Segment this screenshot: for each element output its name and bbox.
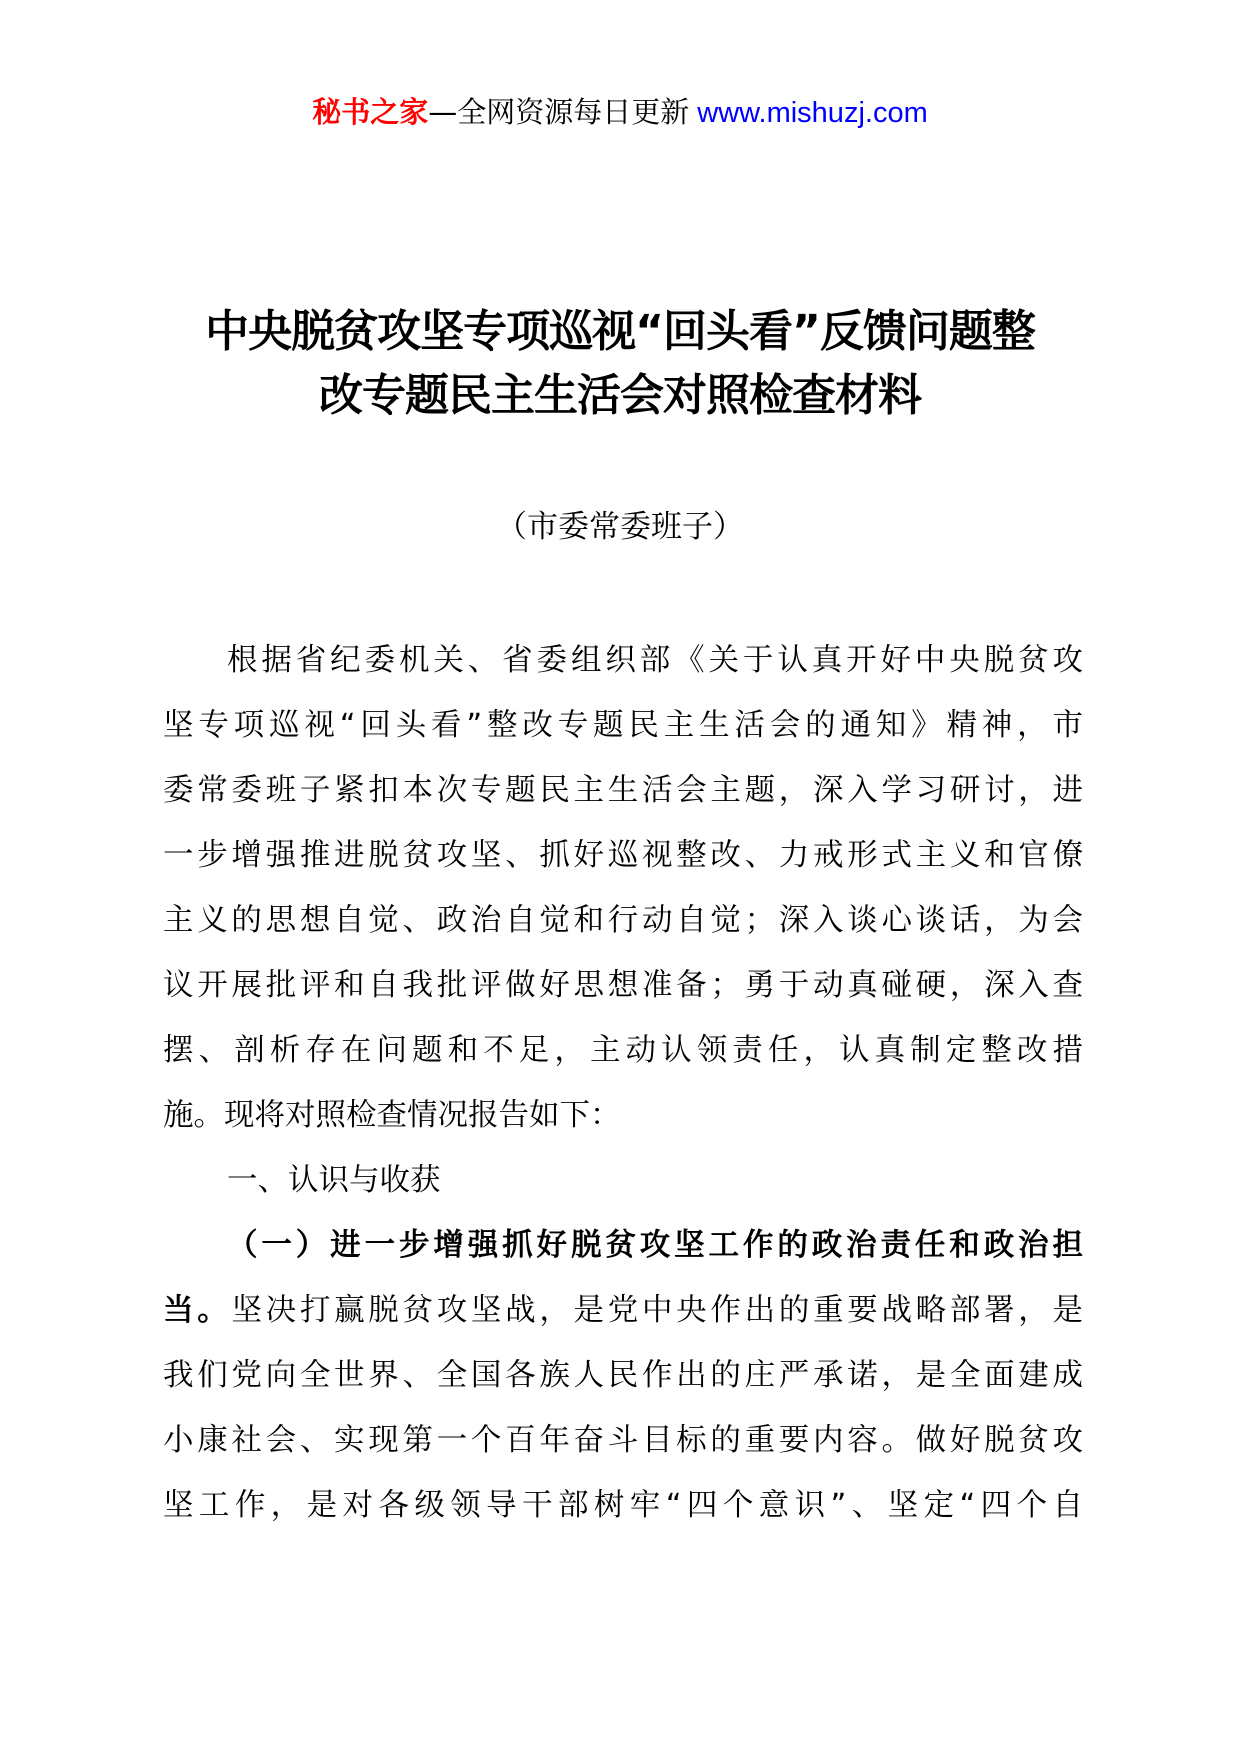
paragraph-line: 一步增强推进脱贫攻坚、抓好巡视整改、力戒形式主义和官僚 [163,838,1083,873]
subsection-heading-end: 当。 [163,1293,232,1328]
paragraph-line: 议开展批评和自我批评做好思想准备；勇于动真碰硬，深入查 [163,968,1083,1003]
title-line-2: 改专题民主生活会对照检查材料 [319,370,921,421]
paragraph-line: 坚工作，是对各级领导干部树牢“四个意识”、坚定“四个自 [163,1488,1083,1523]
subsection-heading: （一）进一步增强抓好脱贫攻坚工作的政治责任和政治担 [227,1228,1083,1263]
title-line-1: 中央脱贫攻坚专项巡视“回头看”反馈问题整 [205,306,1035,357]
site-tagline: —全网资源每日更新 [428,95,690,129]
paragraph-line: 小康社会、实现第一个百年奋斗目标的重要内容。做好脱贫攻 [163,1423,1083,1458]
paragraph-line: 摆、剖析存在问题和不足，主动认领责任，认真制定整改措 [163,1033,1083,1068]
paragraph-text: 坚决打赢脱贫攻坚战，是党中央作出的重要战略部署，是 [231,1293,1083,1328]
document-title [150,300,1090,428]
site-header [0,92,1240,133]
site-url-link[interactable]: www.mishuzj.com [697,97,928,129]
paragraph-line: 坚专项巡视“回头看”整改专题民主生活会的通知》精神，市 [163,708,1083,743]
paragraph-line: 根据省纪委机关、省委组织部《关于认真开好中央脱贫攻 [227,643,1083,678]
paragraph-line: 我们党向全世界、全国各族人民作出的庄严承诺，是全面建成 [163,1358,1083,1393]
paragraph-line: 施。现将对照检查情况报告如下： [163,1098,621,1133]
document-body [163,628,1083,1538]
subsection-heading-continuation [163,1278,1083,1343]
section-heading: 一、认识与收获 [227,1163,441,1198]
paragraph-line: 委常委班子紧扣本次专题民主生活会主题，深入学习研讨，进 [163,773,1083,808]
document-subtitle: （市委常委班子） [496,509,744,545]
paragraph-line: 主义的思想自觉、政治自觉和行动自觉；深入谈心谈话，为会 [163,903,1083,938]
site-brand: 秘书之家 [312,95,429,129]
